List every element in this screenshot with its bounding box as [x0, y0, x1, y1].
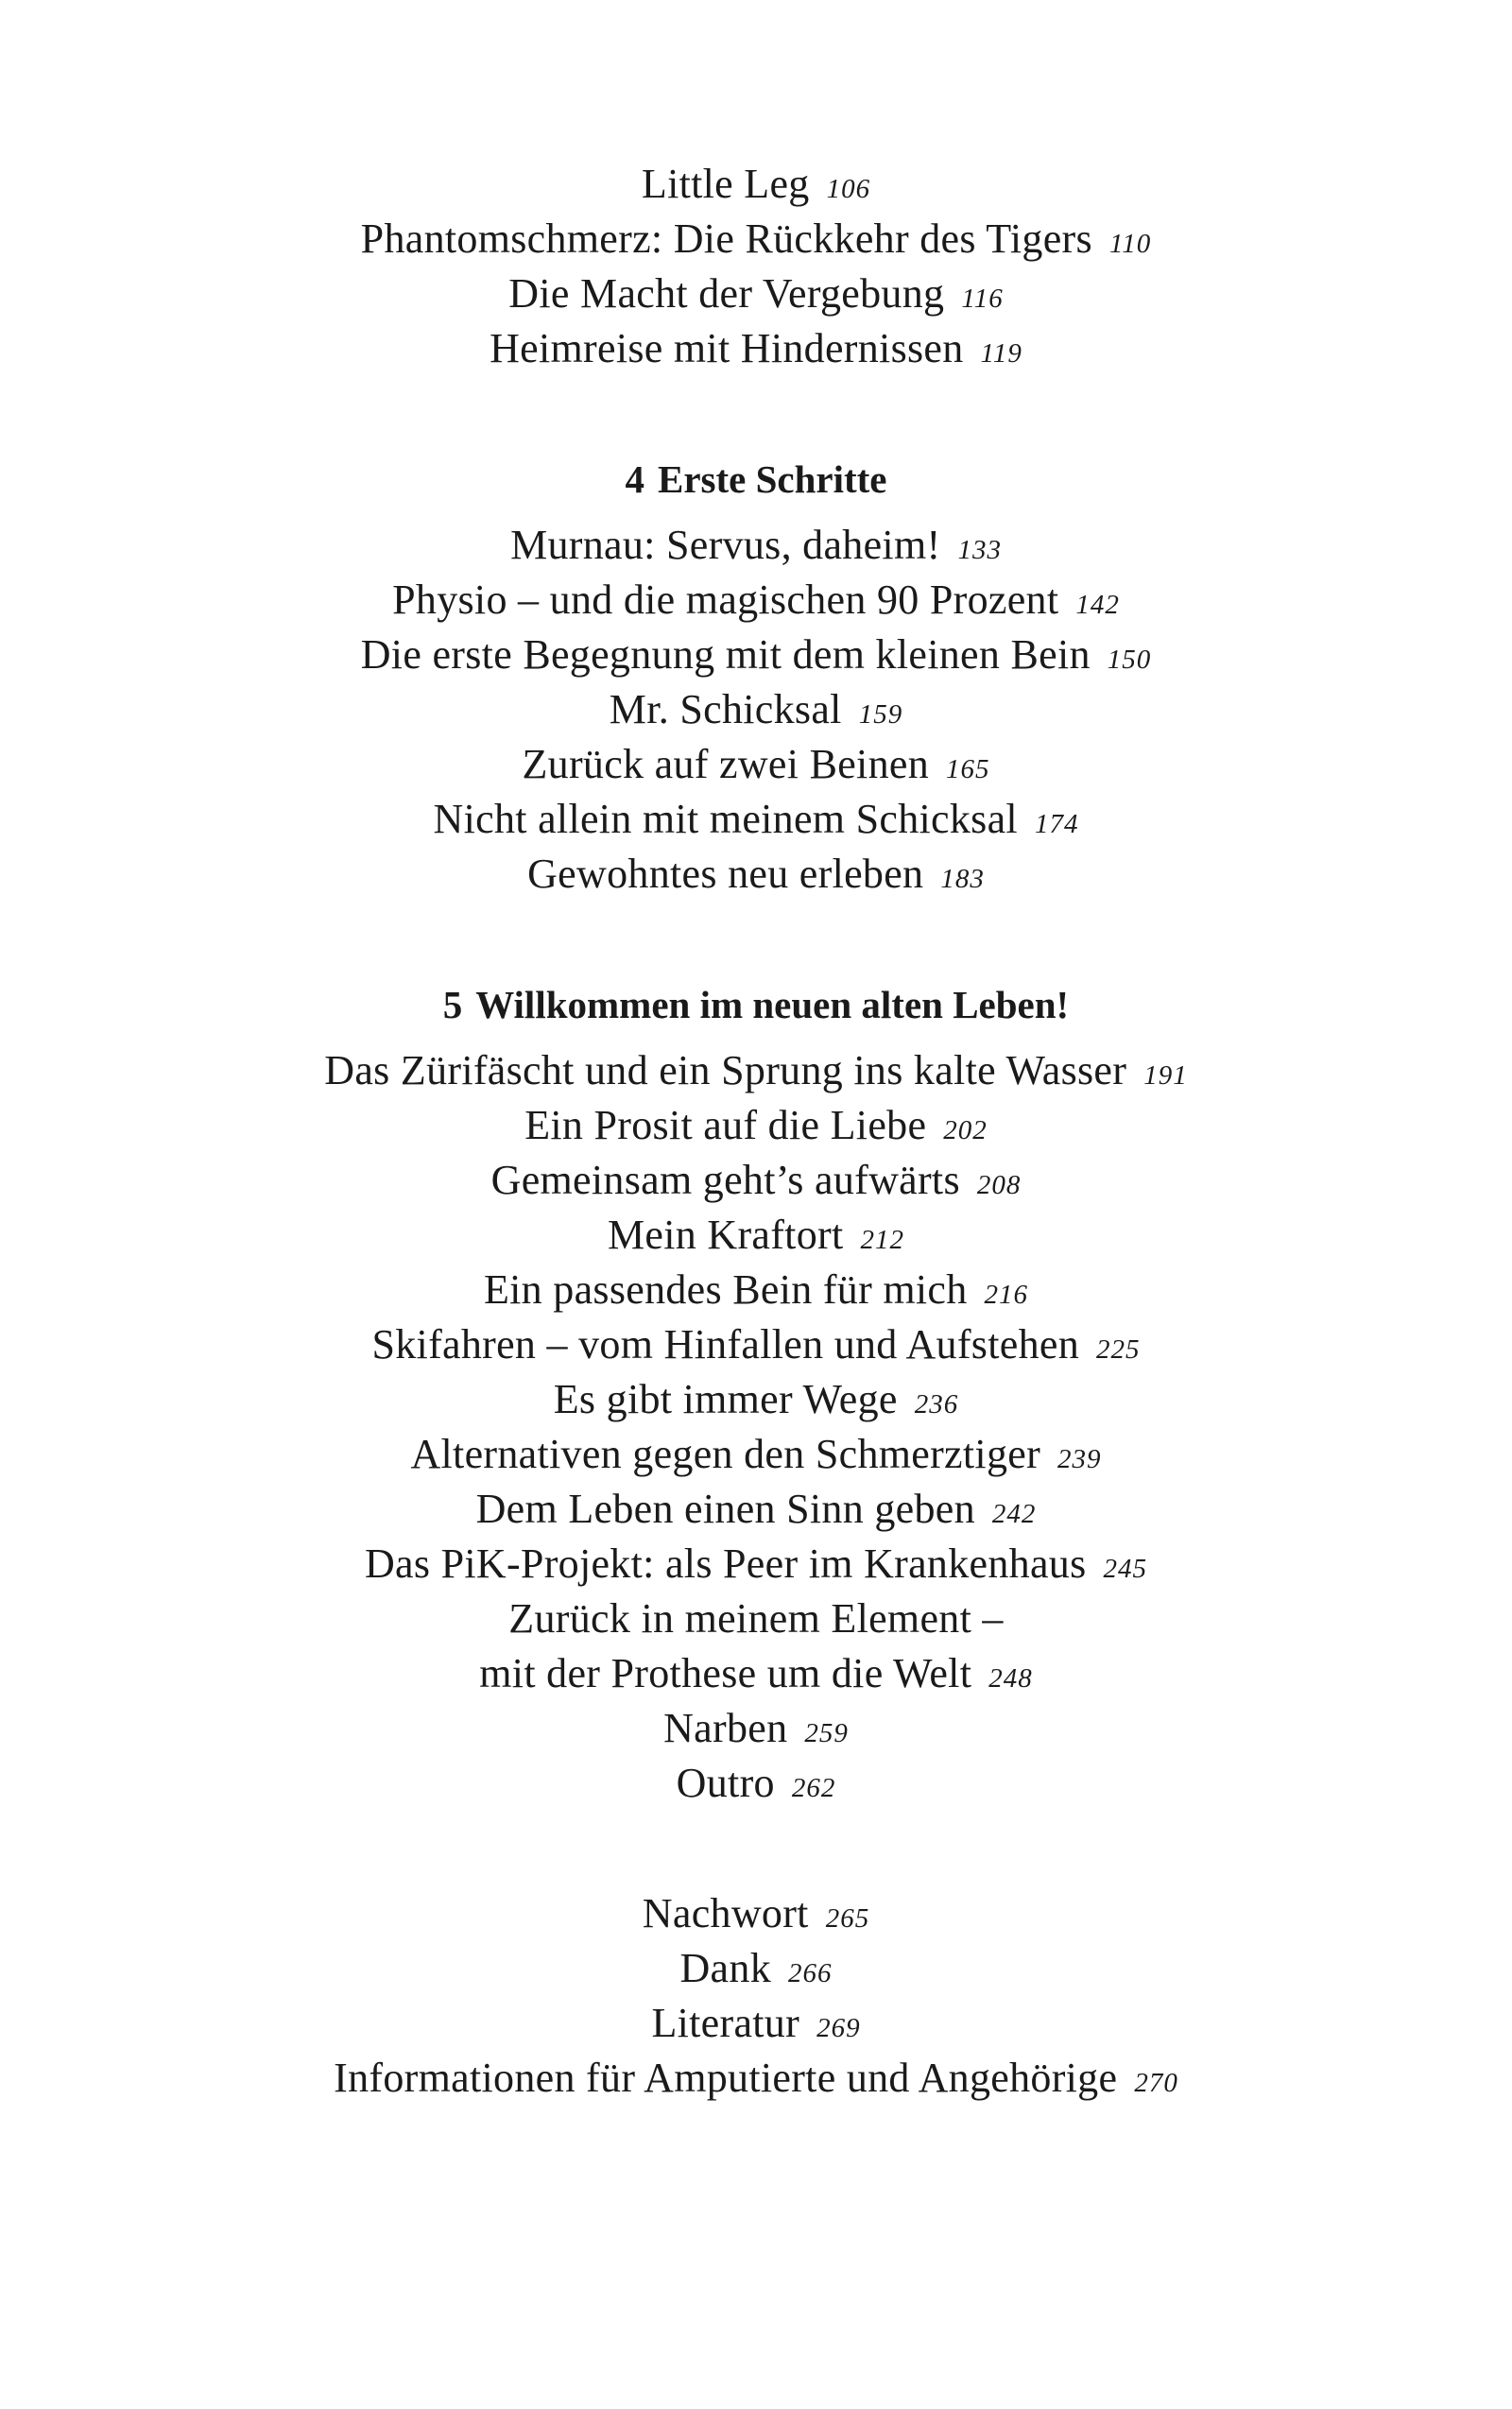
toc-entry[interactable] [0, 1317, 1512, 1372]
toc-entry[interactable] [0, 792, 1512, 847]
toc-entry[interactable] [0, 1208, 1512, 1263]
chapter-number: 4 [625, 457, 644, 501]
section-spacer [0, 1811, 1512, 1886]
toc-group [0, 452, 1512, 902]
chapter-heading [0, 977, 1512, 1032]
entry-title: Nachwort [642, 1890, 809, 1936]
entry-title: Skifahren – vom Hinfallen und Aufstehen [371, 1321, 1080, 1368]
entry-page-number: 270 [1134, 2068, 1178, 2098]
entry-page-number: 110 [1108, 229, 1152, 259]
entry-title: Heimreise mit Hindernissen [490, 325, 964, 371]
entry-page-number: 248 [988, 1663, 1033, 1694]
entry-page-number: 183 [940, 864, 985, 894]
entry-title: Narben [663, 1705, 788, 1751]
entry-page-number: 266 [788, 1958, 833, 1988]
entry-title: Dem Leben einen Sinn geben [475, 1486, 975, 1532]
entry-title: Ein passendes Bein für mich [483, 1266, 968, 1313]
entry-page-number: 150 [1107, 645, 1152, 675]
toc-entry[interactable] [0, 267, 1512, 321]
entry-title: Mein Kraftort [608, 1212, 844, 1258]
entry-page-number: 236 [914, 1389, 959, 1420]
entry-title: Zurück auf zwei Beinen [522, 741, 930, 787]
toc-entry[interactable] [0, 847, 1512, 902]
toc-entry[interactable] [0, 321, 1512, 376]
toc-entry[interactable] [0, 737, 1512, 792]
entry-page-number: 245 [1103, 1554, 1148, 1584]
toc-entry[interactable] [0, 1427, 1512, 1482]
entry-page-number: 202 [943, 1115, 988, 1145]
toc-entry[interactable] [0, 1372, 1512, 1427]
entry-page-number: 239 [1057, 1444, 1102, 1474]
toc-entry[interactable] [0, 1043, 1512, 1098]
entry-title: Literatur [651, 2000, 800, 2046]
entry-title: Alternativen gegen den Schmerztiger [410, 1431, 1041, 1477]
toc-group [0, 157, 1512, 376]
entry-title: mit der Prothese um die Welt [479, 1650, 972, 1696]
entry-page-number: 159 [858, 699, 903, 730]
entry-page-number: 216 [984, 1280, 1029, 1310]
entry-page-number: 116 [961, 284, 1004, 314]
entry-page-number: 265 [825, 1903, 870, 1934]
toc-entry[interactable] [0, 682, 1512, 737]
entry-page-number: 165 [946, 754, 990, 784]
entry-title: Das Zürifäscht und ein Sprung ins kalte Wasser [324, 1047, 1127, 1093]
toc-entry[interactable] [0, 1537, 1512, 1592]
entry-title: Ein Prosit auf die Liebe [524, 1102, 927, 1148]
entry-title: Dank [679, 1945, 771, 1991]
entry-page-number: 191 [1143, 1060, 1188, 1091]
entry-page-number: 174 [1034, 809, 1079, 839]
entry-page-number: 225 [1096, 1334, 1141, 1365]
entry-title: Murnau: Servus, daheim! [510, 522, 941, 568]
table-of-contents [0, 157, 1512, 2106]
toc-entry[interactable] [0, 157, 1512, 212]
entry-title: Mr. Schicksal [609, 686, 842, 732]
toc-entry[interactable] [0, 2051, 1512, 2106]
entry-page-number: 242 [991, 1499, 1037, 1529]
toc-entry[interactable] [0, 518, 1512, 573]
entry-title: Die Macht der Vergebung [508, 270, 945, 317]
entry-page-number: 262 [791, 1773, 836, 1803]
entry-title: Zurück in meinem Element – [508, 1595, 1004, 1642]
chapter-title: Erste Schritte [658, 457, 887, 501]
chapter-title: Willkommen im neuen alten Leben! [475, 983, 1070, 1026]
toc-entry[interactable] [0, 573, 1512, 628]
toc-entry[interactable] [0, 1153, 1512, 1208]
toc-entry[interactable] [0, 212, 1512, 267]
entry-title: Gemeinsam geht’s aufwärts [490, 1157, 960, 1203]
entry-title: Physio – und die magischen 90 Prozent [392, 576, 1059, 623]
toc-entry[interactable] [0, 1098, 1512, 1153]
entry-page-number: 212 [860, 1225, 904, 1255]
chapter-heading [0, 452, 1512, 507]
entry-page-number: 119 [980, 338, 1022, 369]
entry-page-number: 142 [1075, 590, 1120, 620]
entry-page-number: 133 [957, 535, 1002, 565]
entry-page-number: 208 [976, 1170, 1022, 1200]
toc-entry[interactable] [0, 1701, 1512, 1756]
entry-page-number: 269 [816, 2013, 861, 2043]
entry-title: Phantomschmerz: Die Rückkehr des Tigers [360, 215, 1092, 262]
toc-entry[interactable] [0, 628, 1512, 682]
entry-page-number: 106 [826, 174, 871, 204]
entry-title: Nicht allein mit meinem Schicksal [433, 796, 1018, 842]
toc-entry[interactable] [0, 1886, 1512, 1941]
toc-entry[interactable] [0, 1482, 1512, 1537]
entry-title: Outro [676, 1760, 775, 1806]
toc-entry[interactable] [0, 1996, 1512, 2051]
toc-entry[interactable] [0, 1941, 1512, 1996]
toc-group [0, 1811, 1512, 2106]
toc-group [0, 977, 1512, 1811]
toc-entry[interactable] [0, 1756, 1512, 1811]
toc-entry[interactable] [0, 1646, 1512, 1701]
entry-page-number: 259 [804, 1718, 849, 1748]
entry-title: Die erste Begegnung mit dem kleinen Bein [360, 631, 1091, 678]
entry-title: Informationen für Amputierte und Angehörige [334, 2055, 1118, 2101]
chapter-number: 5 [442, 983, 463, 1026]
toc-entry[interactable] [0, 1592, 1512, 1646]
entry-title: Little Leg [641, 161, 810, 207]
toc-entry[interactable] [0, 1263, 1512, 1317]
entry-title: Es gibt immer Wege [553, 1376, 898, 1422]
entry-title: Gewohntes neu erleben [527, 851, 924, 897]
entry-title: Das PiK-Projekt: als Peer im Krankenhaus [364, 1540, 1087, 1587]
